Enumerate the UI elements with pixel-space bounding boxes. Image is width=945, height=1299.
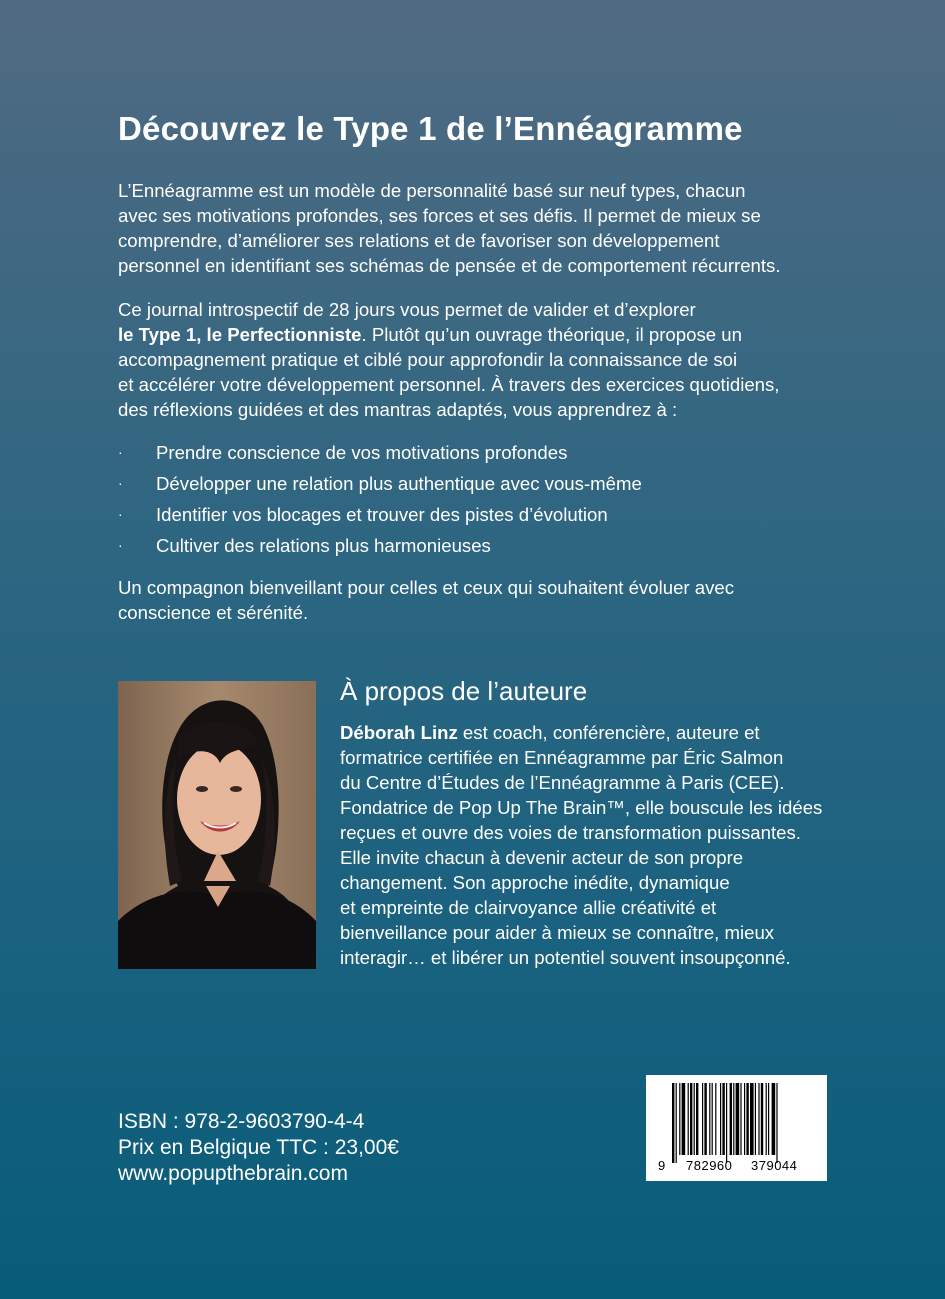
closing-line: Un compagnon bienveillant pour celles et ceux qui souhaitent évoluer avec (118, 577, 735, 598)
publication-info (118, 1109, 399, 1187)
barcode-bar (776, 1083, 777, 1163)
author-bio-line: du Centre d’Études de l’Ennéagramme à Paris (CEE). (340, 772, 785, 793)
intro-line: avec ses motivations profondes, ses forces et ses défis. Il permet de mieux se (118, 205, 761, 226)
author-section-heading: À propos de l’auteure (340, 676, 588, 706)
journal-line: accompagnement pratique et ciblé pour approfondir la connaissance de soi (118, 349, 738, 370)
barcode-bar (766, 1083, 767, 1155)
barcode-bar (688, 1083, 689, 1155)
website-link[interactable]: www.popupthebrain.com (118, 1162, 348, 1185)
barcode-bar (676, 1083, 677, 1163)
price-text: Prix en Belgique TTC : 23,00€ (118, 1136, 399, 1159)
list-item-text: Cultiver des relations plus harmonieuses (156, 535, 491, 556)
barcode-bar (730, 1083, 732, 1155)
barcode-digits-left: 782960 (686, 1158, 733, 1173)
author-bio-line: changement. Son approche inédite, dynamique (340, 872, 730, 893)
barcode-bar (720, 1083, 721, 1155)
intro-line: comprendre, d’améliorer ses relations et de favoriser son développement (118, 230, 720, 251)
author-photo (118, 681, 316, 969)
barcode-graphic (646, 1075, 827, 1181)
author-bio-line: reçues et ouvre des voies de transformation puissantes. (340, 822, 801, 843)
barcode-bar (690, 1083, 692, 1155)
barcode-bar (768, 1083, 769, 1155)
barcode-bar (682, 1083, 686, 1155)
cover-title: Découvrez le Type 1 de l’Ennéagramme (118, 110, 743, 147)
barcode-bar (679, 1083, 680, 1155)
journal-line (118, 322, 818, 347)
author-portrait-illustration (118, 681, 316, 969)
barcode-bar (726, 1083, 727, 1163)
barcode-bar (733, 1083, 734, 1155)
barcode-bar (722, 1083, 724, 1155)
journal-paragraph (118, 297, 818, 422)
barcode-bar (715, 1083, 716, 1155)
author-bio-line: et empreinte de clairvoyance allie créativité et (340, 897, 717, 918)
bullet-icon: · (118, 475, 123, 491)
author-bio-line: Fondatrice de Pop Up The Brain™, elle bouscule les idées (340, 797, 823, 818)
barcode-bar (704, 1083, 706, 1155)
barcode-bar (755, 1083, 756, 1155)
barcode-bar (740, 1083, 741, 1155)
isbn-text: ISBN : 978-2-9603790-4-4 (118, 1110, 365, 1133)
closing-line: conscience et sérénité. (118, 602, 309, 623)
bullet-icon: · (118, 444, 123, 460)
barcode-bar (696, 1083, 698, 1155)
bullet-icon: · (118, 506, 123, 522)
author-bio-line (340, 720, 840, 745)
barcode-bar (746, 1083, 748, 1155)
list-item-text: Identifier vos blocages et trouver des pistes d’évolution (156, 504, 608, 525)
author-bio-line: Elle invite chacun à devenir acteur de son propre (340, 847, 744, 868)
type-name-bold: le Type 1, le Perfectionniste (118, 324, 362, 345)
journal-line: des réflexions guidées et des mantras adaptés, vous apprendrez à : (118, 399, 678, 420)
bullet-icon: · (118, 537, 123, 553)
barcode-bar (694, 1083, 695, 1155)
intro-line: L’Ennéagramme est un modèle de personnalité basé sur neuf types, chacun (118, 180, 746, 201)
list-item-text: Développer une relation plus authentique avec vous-même (156, 473, 642, 494)
journal-line-rest: . Plutôt qu’un ouvrage théorique, il propose un (361, 324, 742, 345)
author-bio (340, 720, 840, 970)
barcode-bar (709, 1083, 710, 1155)
barcode-bar (736, 1083, 740, 1155)
author-bio-line-rest: est coach, conférencière, auteure et (457, 722, 760, 743)
barcode-bar (750, 1083, 754, 1155)
isbn-barcode (646, 1075, 827, 1181)
list-item-text: Prendre conscience de vos motivations profondes (156, 442, 568, 463)
closing-paragraph (118, 575, 818, 625)
barcode-bar (712, 1083, 713, 1155)
journal-line: et accélérer votre développement personnel. À travers des exercices quotidiens, (118, 374, 780, 395)
barcode-bar (702, 1083, 703, 1155)
barcode-digits-right: 379044 (751, 1158, 798, 1173)
author-bio-line: formatrice certifiée en Ennéagramme par Éric Salmon (340, 747, 784, 768)
barcode-bar (758, 1083, 759, 1155)
intro-paragraph (118, 178, 818, 278)
author-name: Déborah Linz (340, 722, 458, 743)
author-bio-line: bienveillance pour aider à mieux se connaître, mieux (340, 922, 775, 943)
journal-line: Ce journal introspectif de 28 jours vous permet de valider et d’explorer (118, 299, 696, 320)
barcode-bar (772, 1083, 776, 1155)
barcode-bar (672, 1083, 674, 1163)
barcode-bar (761, 1083, 763, 1155)
intro-line: personnel en identifiant ses schémas de pensée et de comportement récurrents. (118, 255, 781, 276)
barcode-digit-first: 9 (658, 1158, 666, 1173)
barcode-bars (672, 1083, 778, 1163)
author-bio-line: interagir… et libérer un potentiel souvent insoupçonné. (340, 947, 791, 968)
barcode-bar (744, 1083, 745, 1155)
